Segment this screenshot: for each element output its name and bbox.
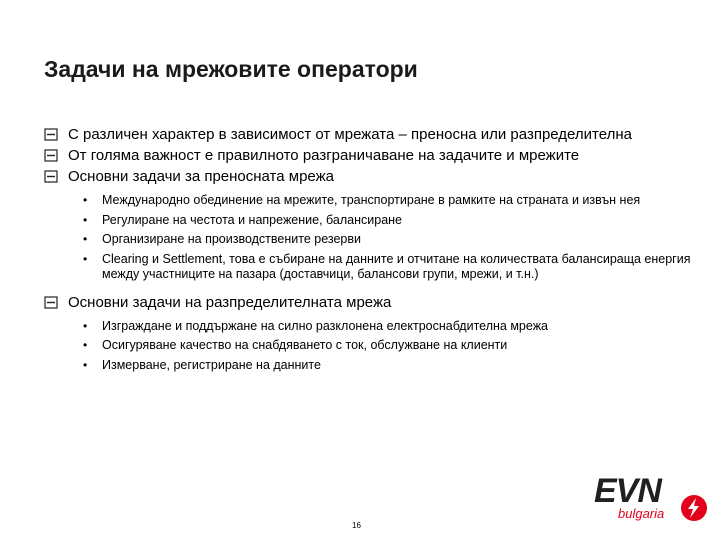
bullet-list	[44, 125, 704, 383]
sub-bullet-item	[44, 232, 704, 248]
dot-bullet-icon: •	[83, 357, 88, 372]
logo-brand: EVN	[594, 472, 661, 510]
bullet-text: С различен характер в зависимост от мрежата – преносна или разпределителна	[68, 126, 632, 143]
sub-bullet-list	[44, 319, 704, 374]
sub-bullet-text: Осигуряване качество на снабдяването с ток, обслужване на клиенти	[102, 338, 508, 352]
bullet-item	[44, 146, 704, 165]
sub-bullet-text: Регулиране на честота и напрежение, балансиране	[102, 212, 402, 227]
box-bullet-icon	[44, 149, 58, 162]
logo-subtitle: bulgaria	[618, 506, 665, 521]
sub-bullet-item	[44, 358, 704, 374]
sub-bullet-list	[44, 193, 704, 283]
bullet-item	[44, 293, 704, 312]
dot-bullet-icon: •	[83, 232, 88, 246]
sub-bullet-item	[44, 252, 704, 283]
lightning-circle-icon	[680, 494, 708, 522]
dot-bullet-icon: •	[83, 193, 88, 207]
box-bullet-icon	[44, 128, 58, 141]
page-number: 16	[352, 521, 361, 530]
sub-bullet-text: Международно обединение на мрежите, транспортиране в рамките на страната и извън нея	[102, 193, 641, 207]
evn-logo	[588, 472, 710, 524]
sub-bullet-item	[44, 338, 704, 354]
sub-bullet-text: Изграждане и поддържане на силно разклонена електроснабдителна мрежа	[102, 318, 549, 333]
dot-bullet-icon: •	[83, 318, 88, 333]
dot-bullet-icon: •	[83, 251, 88, 266]
bullet-item	[44, 125, 704, 144]
sub-bullet-text: Clearing и Settlement, това е събиране на данните и отчитане на количествата балансираща енергия между участниците на пазара (доставчици, балансови групи, мрежи, и т.н.)	[102, 251, 691, 281]
bullet-text: Основни задачи на разпределителната мрежа	[68, 293, 392, 311]
slide-title: Задачи на мрежовите оператори	[44, 56, 418, 82]
bullet-text: От голяма важност е правилното разграничаване на задачите и мрежите	[68, 147, 580, 164]
sub-bullet-item	[44, 193, 704, 209]
box-bullet-icon	[44, 296, 58, 309]
sub-bullet-text: Измерване, регистриране на данните	[102, 357, 321, 372]
sub-bullet-item	[44, 213, 704, 229]
box-bullet-icon	[44, 170, 58, 183]
sub-bullet-item	[44, 319, 704, 335]
bullet-text: Основни задачи за преносната мрежа	[68, 168, 334, 185]
dot-bullet-icon: •	[83, 212, 88, 227]
sub-bullet-text: Организиране на производствените резерви	[102, 232, 361, 246]
dot-bullet-icon: •	[83, 338, 88, 352]
bullet-item	[44, 167, 704, 186]
